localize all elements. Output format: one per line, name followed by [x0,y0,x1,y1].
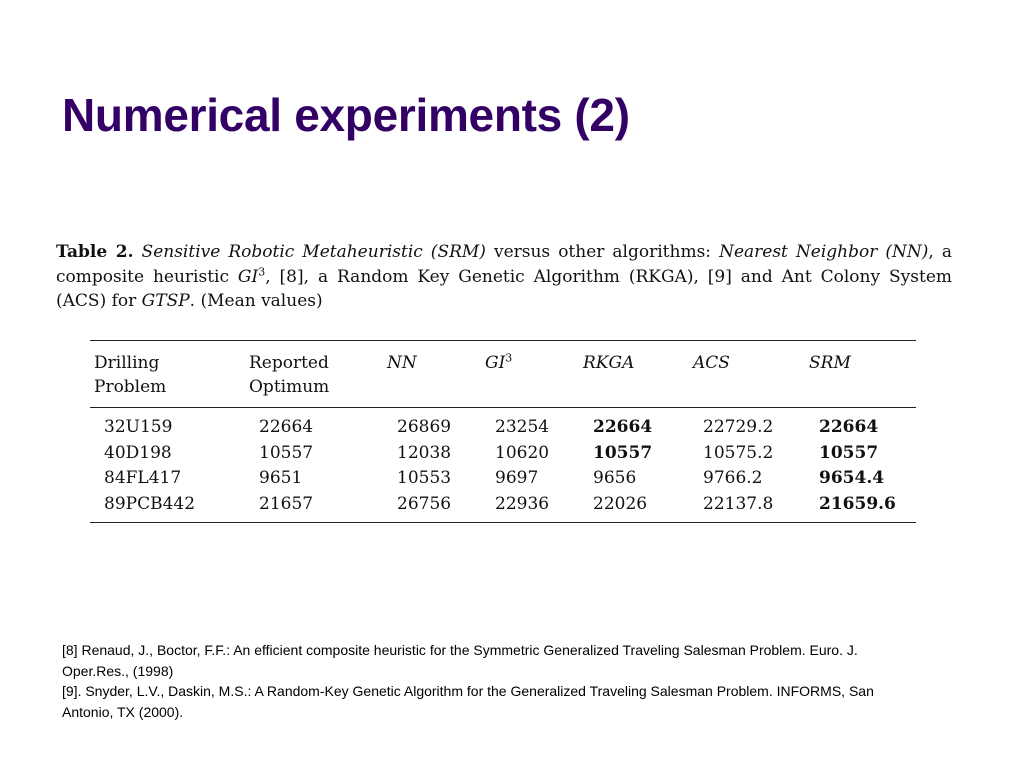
slide-title: Numerical experiments (2) [62,89,630,141]
table-cell: 22936 [495,493,550,514]
table-header-row [90,341,916,408]
table-cell: 22137.8 [703,493,774,514]
caption-run: GTSP [141,291,190,311]
table-cell: 9766.2 [703,468,763,488]
table-cell: 26869 [397,417,452,437]
reference-entry: [9]. Snyder, L.V., Daskin, M.S.: A Random-Key Genetic Algorithm for the Generalized Traveling Salesman Problem. INFORMS, San Antonio, TX (2000). [62,683,874,720]
table-cell: 9697 [495,468,539,488]
caption-run: , [8], a Random Key Genetic Algorithm (RKGA), [9] and Ant Colony System (ACS) for [56,266,952,311]
table-caption-text [56,242,952,311]
table-row [90,466,916,492]
table-caption-label: Table 2. [56,242,134,262]
table-cell: 21659.6 [819,493,896,514]
references [62,640,922,722]
column-header [805,341,916,408]
column-header [689,341,805,408]
table-cell: 9651 [259,468,303,488]
table-cell: 22664 [259,417,314,437]
caption-run: versus other algorithms: [485,242,720,262]
table-cell: 12038 [397,442,452,463]
caption-run: GI [237,266,259,287]
table-body [90,408,916,523]
table-cell: 32U159 [104,417,173,437]
table-cell: 22664 [819,417,879,437]
table-cell: 22664 [593,417,653,437]
table-cell: 10575.2 [703,442,774,463]
caption-run: . (Mean values) [189,291,323,311]
table-cell: 9656 [593,468,637,488]
table-caption [56,240,952,314]
table-cell: 10557 [593,442,653,463]
table-cell: 10620 [495,442,550,463]
column-header-text: Reported [249,353,329,373]
column-header [481,341,579,408]
column-header-text: RKGA [583,353,635,373]
table-cell: 10557 [819,442,879,463]
table-cell: 22026 [593,493,648,514]
caption-run: 3 [258,264,266,278]
caption-run: Nearest Neighbor (NN) [719,242,929,262]
table-cell: 23254 [495,417,550,437]
table-cell: 10553 [397,468,452,488]
column-header [90,341,245,408]
table-cell: 89PCB442 [104,493,196,514]
table-cell: 21657 [259,493,314,514]
column-header-text: GI [485,353,506,373]
table-cell: 26756 [397,493,452,514]
column-header-text: Optimum [249,377,330,397]
column-header-text: SRM [809,353,851,373]
column-header-text: Problem [94,377,167,397]
reference-entry: [8] Renaud, J., Boctor, F.F.: An efficient composite heuristic for the Symmetric Generalized Traveling Salesman Problem. Euro. J. Oper.Res., (1998) [62,642,858,679]
column-header [383,341,481,408]
table-cell: 9654.4 [819,468,885,488]
table-row [90,441,916,467]
column-header-text: ACS [693,353,730,373]
caption-run: Sensitive Robotic Metaheuristic (SRM) [141,242,486,262]
results-table [90,340,916,523]
column-header-superscript: 3 [505,351,513,365]
table-cell: 10557 [259,442,314,463]
table-row [90,492,916,523]
column-header [245,341,383,408]
table-row [90,408,916,441]
table-cell: 40D198 [104,442,172,463]
column-header-text: Drilling [94,353,160,373]
caption-run: , a composite heuristic [56,242,952,287]
column-header [579,341,689,408]
column-header-text: NN [387,353,417,373]
table-cell: 84FL417 [104,468,182,488]
table-cell: 22729.2 [703,417,774,437]
